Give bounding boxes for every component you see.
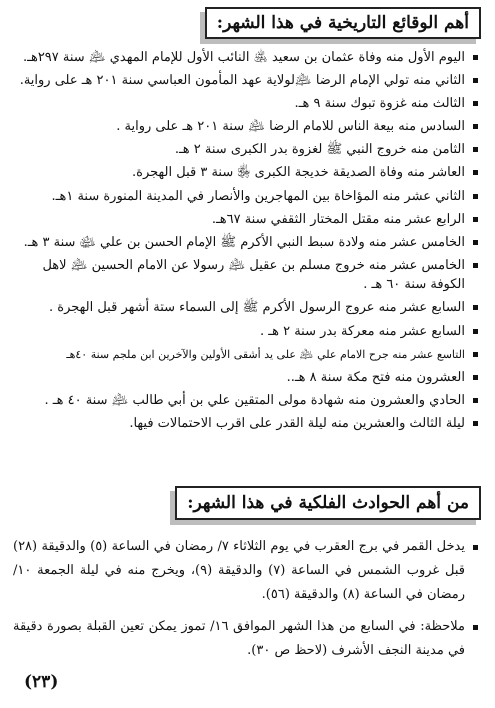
list-item: الحادي والعشرون منه شهادة مولى المتقين علي بن أبي طالب ﵇ سنة ٤٠ هـ . (13, 391, 481, 411)
section-heading-historical-events (205, 7, 481, 39)
list-item: ليلة الثالث والعشرين منه ليلة القدر على اقرب الاحتمالات فيها. (13, 414, 481, 434)
list-item: الرابع عشر منه مقتل المختار الثقفي سنة ٦٧هـ. (13, 210, 481, 230)
list-item: الثامن منه خروج النبي ﷺ لغزوة بدر الكبرى سنة ٢ هـ. (13, 140, 481, 160)
section-heading-astronomical-events (175, 486, 481, 520)
section2-title: من أهم الحوادث الفلكية في هذا الشهر: (187, 493, 469, 513)
list-item: السادس منه بيعة الناس للامام الرضا ﵇ سنة ٢٠١ هـ على رواية . (13, 117, 481, 137)
list-item: الثاني منه تولي الإمام الرضا ﵇لولاية عهد المأمون العباسي سنة ٢٠١ هـ على رواية. (13, 71, 481, 91)
list-item: العشرون منه فتح مكة سنة ٨ هـ.. (13, 368, 481, 388)
list-item: الثاني عشر منه المؤاخاة بين المهاجرين والأنصار في المدينة المنورة سنة ١هـ. (13, 187, 481, 207)
list-item: اليوم الأول منه وفاة عثمان بن سعيد ﵁ النائب الأول للإمام المهدي ﵇ سنة ٢٩٧هـ. (13, 48, 481, 68)
list-item: السابع عشر منه معركة بدر سنة ٢ هـ . (13, 322, 481, 342)
list-item: التاسع عشر منه جرح الامام علي ﵇ على يد أشقى الأولين والآخرين ابن ملجم سنة ٤٠هـ (13, 345, 481, 365)
note-paragraph: ملاحظة: في السابع من هذا الشهر الموافق ١٦/ تموز يمكن تعين القبلة بصورة دقيقة في مدينة النجف الأشرف (لاحظ ص ٣٠). (13, 615, 481, 663)
list-item: الخامس عشر منه خروج مسلم بن عقيل ﵇ رسولا عن الامام الحسين ﵇ لاهل الكوفة سنة ٦٠ هـ . (13, 256, 481, 295)
note-paragraph: يدخل القمر في برج العقرب في يوم الثلاثاء ٧/ رمضان في الساعة (٥) والدقيقة (٢٨) قبل غروب الشمس في الساعة (٧) والدقيقة (٩)، ويخرج منه في ليلة الجمعة ١٠/رمضان في الساعة (٨) والدقيقة (٥٦). (13, 535, 481, 607)
list-item: السابع عشر منه عروج الرسول الأكرم ﷺ إلى السماء ستة أشهر قبل الهجرة . (13, 298, 481, 318)
astronomical-notes (13, 535, 481, 671)
list-item: الثالث منه غزوة تبوك سنة ٩ هـ. (13, 94, 481, 114)
section-title: أهم الوقائع التاريخية في هذا الشهر: (216, 13, 469, 33)
events-list (13, 48, 481, 437)
page-number: (٢٣) (24, 672, 59, 692)
list-item: العاشر منه وفاة الصديقة خديجة الكبرى ﵂ سنة ٣ قبل الهجرة. (13, 163, 481, 183)
list-item: الخامس عشر منه ولادة سبط النبي الأكرم ﷺ الإمام الحسن بن علي ﵉ سنة ٣ هـ. (13, 233, 481, 253)
